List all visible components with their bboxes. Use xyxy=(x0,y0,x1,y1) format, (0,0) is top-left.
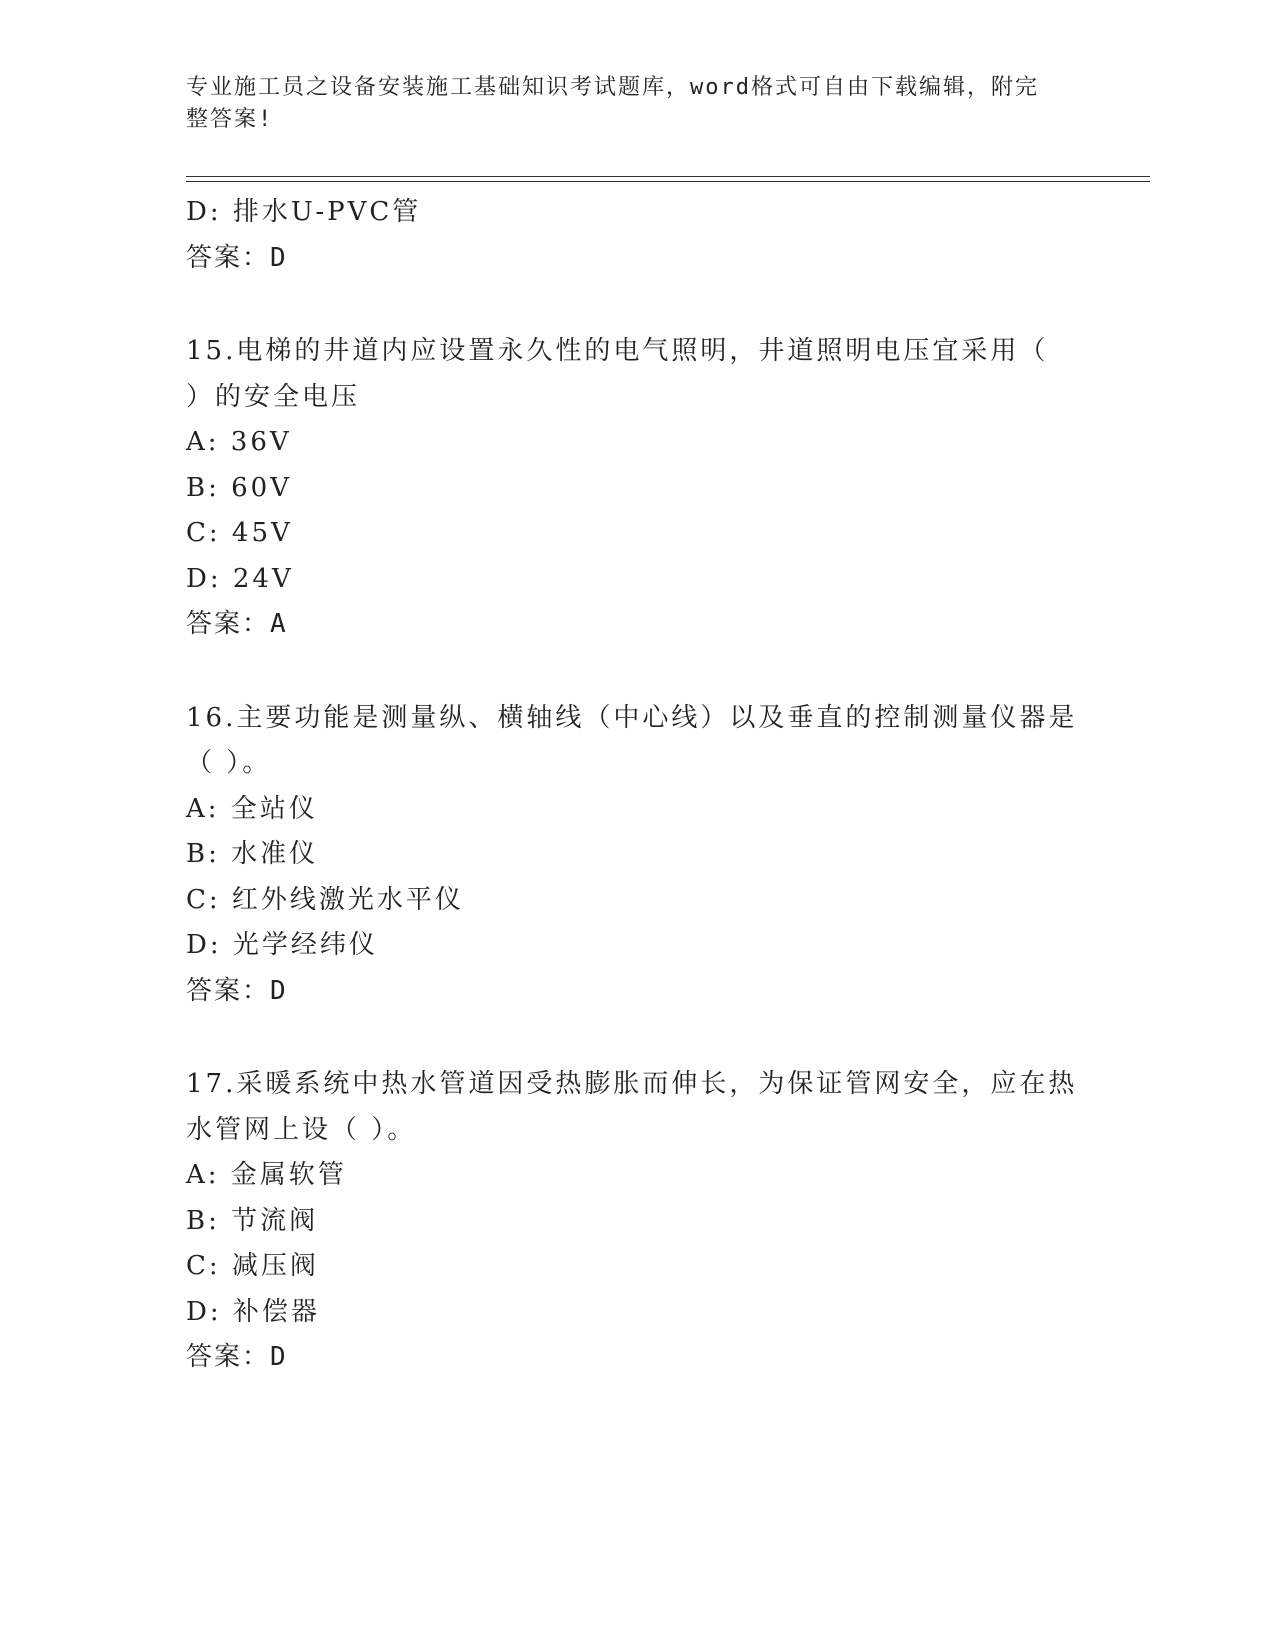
question-stem-line-1: 15.电梯的井道内应设置永久性的电气照明，井道照明电压宜采用（ xyxy=(186,336,1049,366)
header-divider-bottom xyxy=(186,181,1150,182)
answer-line: 答案：D xyxy=(186,1342,288,1372)
option-c: C: 45V xyxy=(186,518,293,548)
option-b: B: 60V xyxy=(186,472,292,503)
question-stem-line-1: 16.主要功能是测量纵、横轴线（中心线）以及垂直的控制测量仪器是 xyxy=(186,702,1078,733)
question-stem-line-2: 水管网上设（ ）。 xyxy=(186,1114,417,1145)
header-line-1: 专业施工员之设备安装施工基础知识考试题库，word格式可自由下载编辑，附完 xyxy=(186,75,1039,100)
question-17 xyxy=(186,1062,1086,1381)
option-d: D: 排水U-PVC管 xyxy=(186,197,422,227)
option-a: A: 全站仪 xyxy=(186,793,318,824)
header-line-2: 整答案! xyxy=(186,107,274,132)
answer-line: 答案：A xyxy=(186,609,288,639)
header-divider-top xyxy=(186,176,1150,177)
question-15 xyxy=(186,329,1086,648)
answer-line: 答案：D xyxy=(186,242,288,273)
option-c: C: 红外线激光水平仪 xyxy=(186,884,464,915)
option-a: A: 36V xyxy=(186,427,292,457)
option-b: B: 水准仪 xyxy=(186,839,319,869)
question-16 xyxy=(186,696,1086,1015)
option-d: D: 光学经纬仪 xyxy=(186,930,378,960)
answer-line: 答案：D xyxy=(186,975,288,1006)
option-b: B: 节流阀 xyxy=(186,1205,319,1236)
spacer xyxy=(186,1014,1086,1062)
question-stem-line-2: （ ）。 xyxy=(186,748,272,778)
page-header xyxy=(186,72,1066,136)
option-d: D: 24V xyxy=(186,563,294,594)
option-c: C: 减压阀 xyxy=(186,1251,319,1281)
question-list xyxy=(186,190,1086,1381)
question-stem-line-1: 17.采暖系统中热水管道因受热膨胀而伸长，为保证管网安全，应在热 xyxy=(186,1069,1078,1099)
spacer xyxy=(186,281,1086,329)
question-stem-line-2: ）的安全电压 xyxy=(186,381,361,412)
spacer xyxy=(186,648,1086,696)
previous-question-tail xyxy=(186,190,1086,281)
option-d: D: 补偿器 xyxy=(186,1296,320,1327)
option-a: A: 金属软管 xyxy=(186,1160,347,1190)
